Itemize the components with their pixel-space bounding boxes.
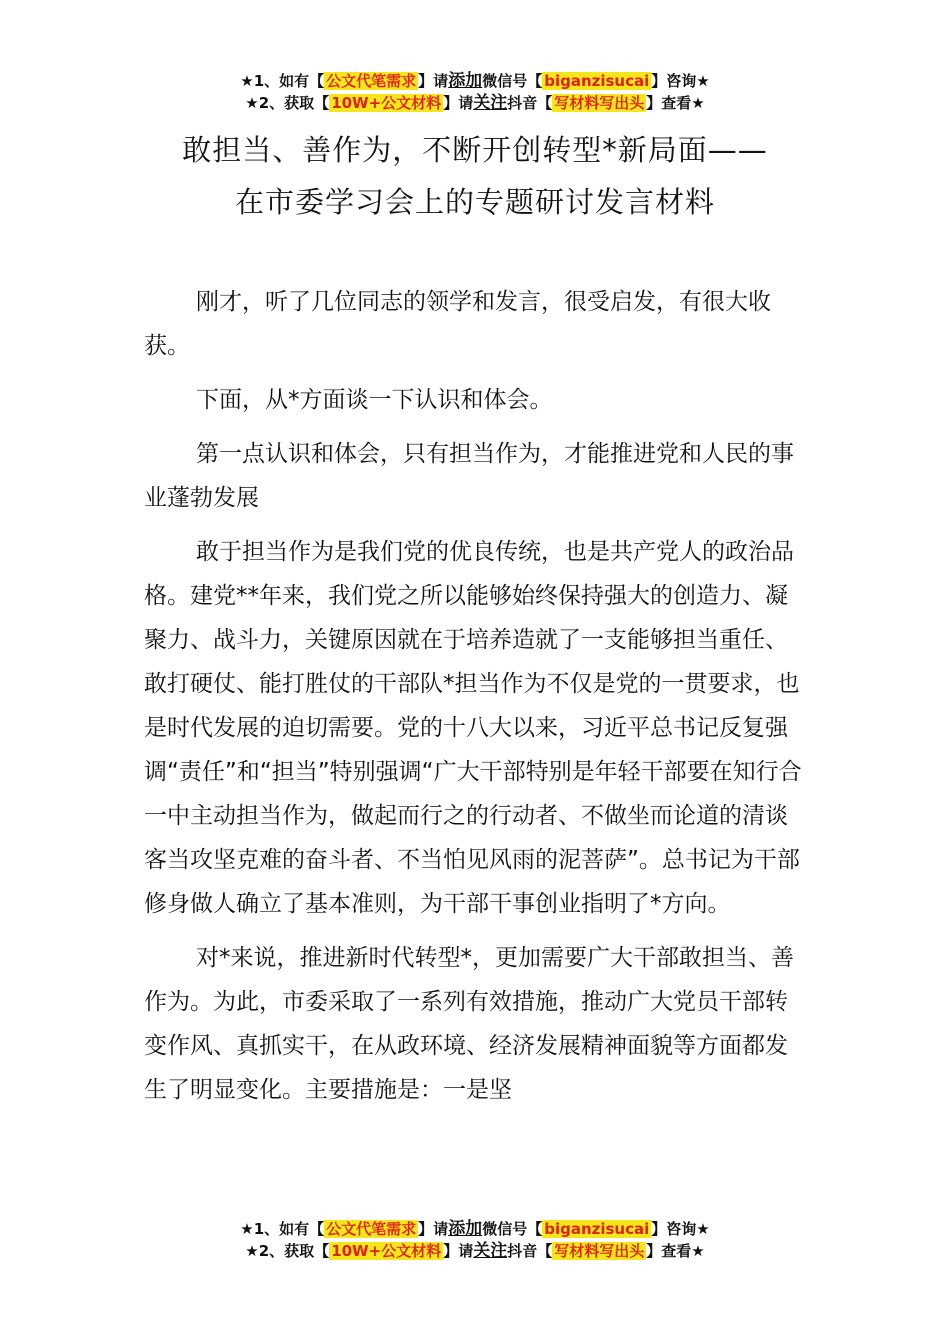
paragraph: 敢于担当作为是我们党的优良传统，也是共产党人的政治品格。建党**年来，我们党之所以能够始终保持强大的创造力、凝聚力、战斗力，关键原因就在于培养造就了一支能够担当重任、敢打硬仗、能打胜仗的干部队*担当作为不仅是党的一贯要求，也是时代发展的迫切需要。党的十八大以来，习近平总书记反复强调“责任”和“担当”特别强调“广大干部特别是年轻干部要在知行合一中主动担当作为，做起而行之的行动者、不做坐而论道的清谈客当攻坚克难的奋斗者、不当怕见风雨的泥菩萨”。总书记为干部修身做人确立了基本准则，为干部干事创业指明了*方向。 [144,539,802,917]
underlined-text: 添加 [448,1219,483,1239]
highlight-text: biganzisucai [544,1220,650,1238]
promo-text: 】请 [418,1220,449,1238]
highlight-text: 公文代笔需求 [326,72,417,90]
promo-line-2 [0,92,950,114]
paragraph: 下面，从*方面谈一下认识和体会。 [196,387,553,413]
highlight-text: 公文代笔需求 [326,1220,417,1238]
underlined-text: 关注 [473,1241,508,1261]
promo-text: 】请 [443,1242,474,1260]
promo-text: 抖音【 [507,94,553,112]
highlight-text: 写材料写出头 [554,1242,645,1260]
promo-text: 】查看★ [646,94,705,112]
promo-text: ★2、获取【 [245,94,330,112]
title-line-1: 敢担当、善作为，不断开创转型*新局面—— [182,133,768,167]
paragraph: 刚才，听了几位同志的领学和发言，很受启发，有很大收获。 [144,289,771,359]
highlight-text: 10W+公文材料 [331,1242,442,1260]
promo-line-1 [0,70,950,92]
promo-text: 抖音【 [507,1242,553,1260]
document-body [144,280,808,1122]
promo-text: 微信号【 [482,72,543,90]
underlined-text: 关注 [473,93,508,113]
promo-text: 】查看★ [646,1242,705,1260]
highlight-text: biganzisucai [544,72,650,90]
underlined-text: 添加 [448,71,483,91]
promo-text: 】咨询★ [651,1220,710,1238]
title-line-2: 在市委学习会上的专题研讨发言材料 [234,185,715,219]
promo-text: 】请 [443,94,474,112]
promo-text: ★2、获取【 [245,1242,330,1260]
document-title [0,124,950,228]
promo-text: ★1、如有【 [240,72,325,90]
promo-line-1 [0,1218,950,1240]
highlight-text: 写材料写出头 [554,94,645,112]
promo-banner-top [0,70,950,114]
promo-line-2 [0,1240,950,1262]
promo-text: 】咨询★ [651,72,710,90]
promo-text: ★1、如有【 [240,1220,325,1238]
paragraph: 第一点认识和体会，只有担当作为，才能推进党和人民的事业蓬勃发展 [144,441,794,511]
promo-text: 】请 [418,72,449,90]
promo-banner-bottom [0,1218,950,1262]
promo-text: 微信号【 [482,1220,543,1238]
highlight-text: 10W+公文材料 [331,94,442,112]
paragraph: 对*来说，推进新时代转型*，更加需要广大干部敢担当、善作为。为此，市委采取了一系列有效措施，推动广大党员干部转变作风、真抓实干，在从政环境、经济发展精神面貌等方面都发生了明显变化。主要措施是：一是坚 [144,945,794,1103]
